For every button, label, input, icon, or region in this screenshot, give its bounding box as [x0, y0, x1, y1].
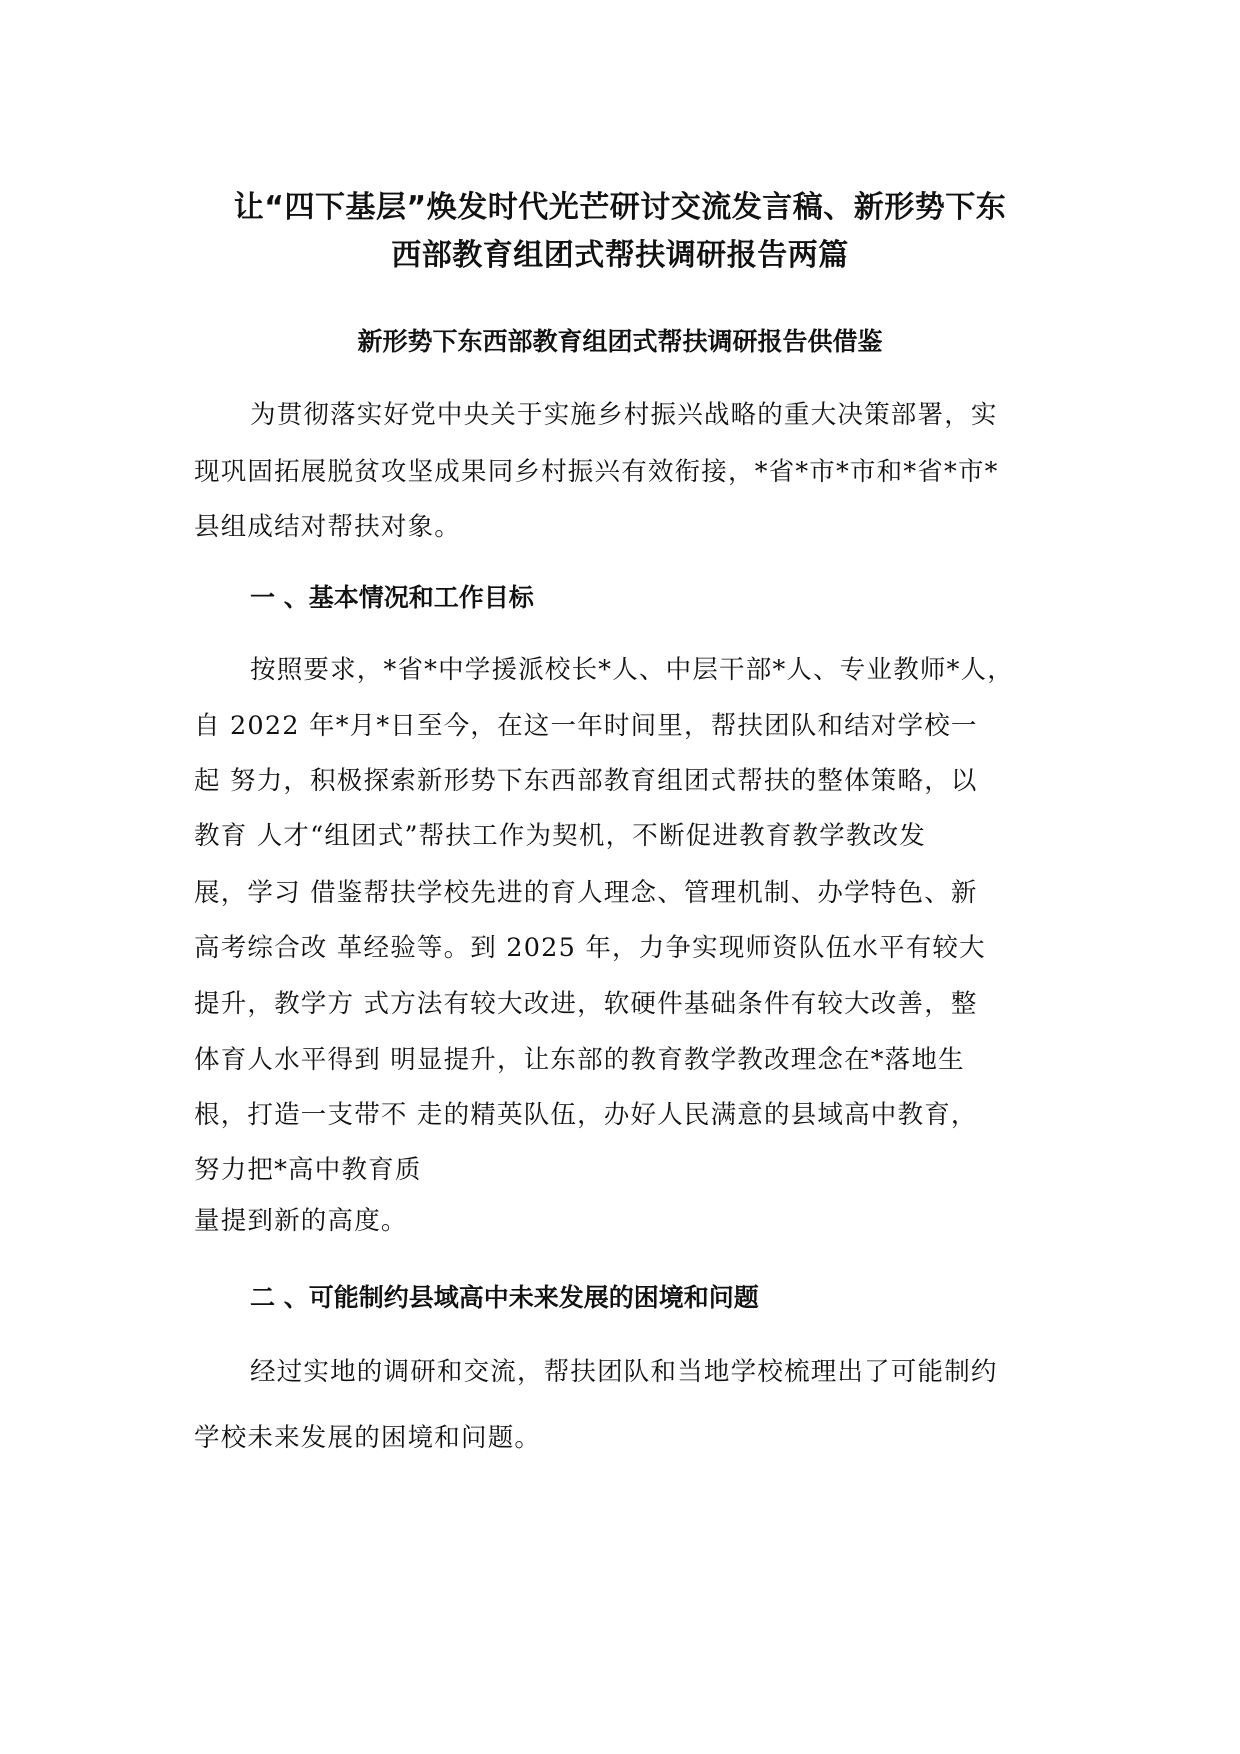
section-1-line-10: 努力把*高中教育质 — [194, 1155, 422, 1185]
section-1-line-1: 按照要求，*省*中学援派校长*人、中层干部*人、专业教师*人， — [250, 655, 1014, 685]
section-1-line-9: 根，打造一支带不 走的精英队伍，办好人民满意的县域高中教育， — [194, 1100, 978, 1130]
section-1-line-5: 展，学习 借鉴帮扶学校先进的育人理念、管理机制、办学特色、新 — [194, 878, 978, 908]
report-subtitle: 新形势下东西部教育组团式帮扶调研报告供借鉴 — [357, 327, 883, 356]
section-1-line-3: 起 努力，积极探索新形势下东西部教育组团式帮扶的整体策略，以 — [194, 766, 978, 796]
document-title-line-1: 让“四下基层”焕发时代光芒研讨交流发言稿、新形势下东 — [233, 190, 1007, 225]
document-title — [175, 184, 1065, 280]
section-1-line-7: 提升，教学方 式方法有较大改进，软硬件基础条件有较大改善，整 — [194, 989, 978, 1019]
section-2-line-1: 经过实地的调研和交流，帮扶团队和当地学校梳理出了可能制约 — [250, 1357, 998, 1387]
section-1-line-8: 体育人水平得到 明显提升，让东部的教育教学教改理念在*落地生 — [194, 1045, 965, 1075]
document-title-line-2: 西部教育组团式帮扶调研报告两篇 — [391, 238, 849, 273]
intro-line-2: 现巩固拓展脱贫攻坚成果同乡村振兴有效衔接，*省*市*市和*省*市* — [194, 457, 999, 487]
section-2-line-2: 学校未来发展的困境和问题。 — [194, 1423, 542, 1453]
intro-line-1: 为贯彻落实好党中央关于实施乡村振兴战略的重大决策部署，实 — [250, 400, 998, 430]
intro-line-3: 县组成结对帮扶对象。 — [194, 512, 462, 542]
section-1-line-4: 教育 人才“组团式”帮扶工作为契机，不断促进教育教学教改发 — [194, 821, 926, 851]
section-1-line-11: 量提到新的高度。 — [194, 1206, 408, 1236]
section-1-heading: 一 、基本情况和工作目标 — [250, 583, 534, 612]
section-1-line-6: 高考综合改 革经验等。到 2025 年，力争实现师资队伍水平有较大 — [194, 933, 986, 963]
section-1-line-2: 自 2022 年*月*日至今，在这一年时间里，帮扶团队和结对学校一 — [194, 711, 978, 741]
section-2-heading: 二 、可能制约县域高中未来发展的困境和问题 — [250, 1283, 759, 1312]
